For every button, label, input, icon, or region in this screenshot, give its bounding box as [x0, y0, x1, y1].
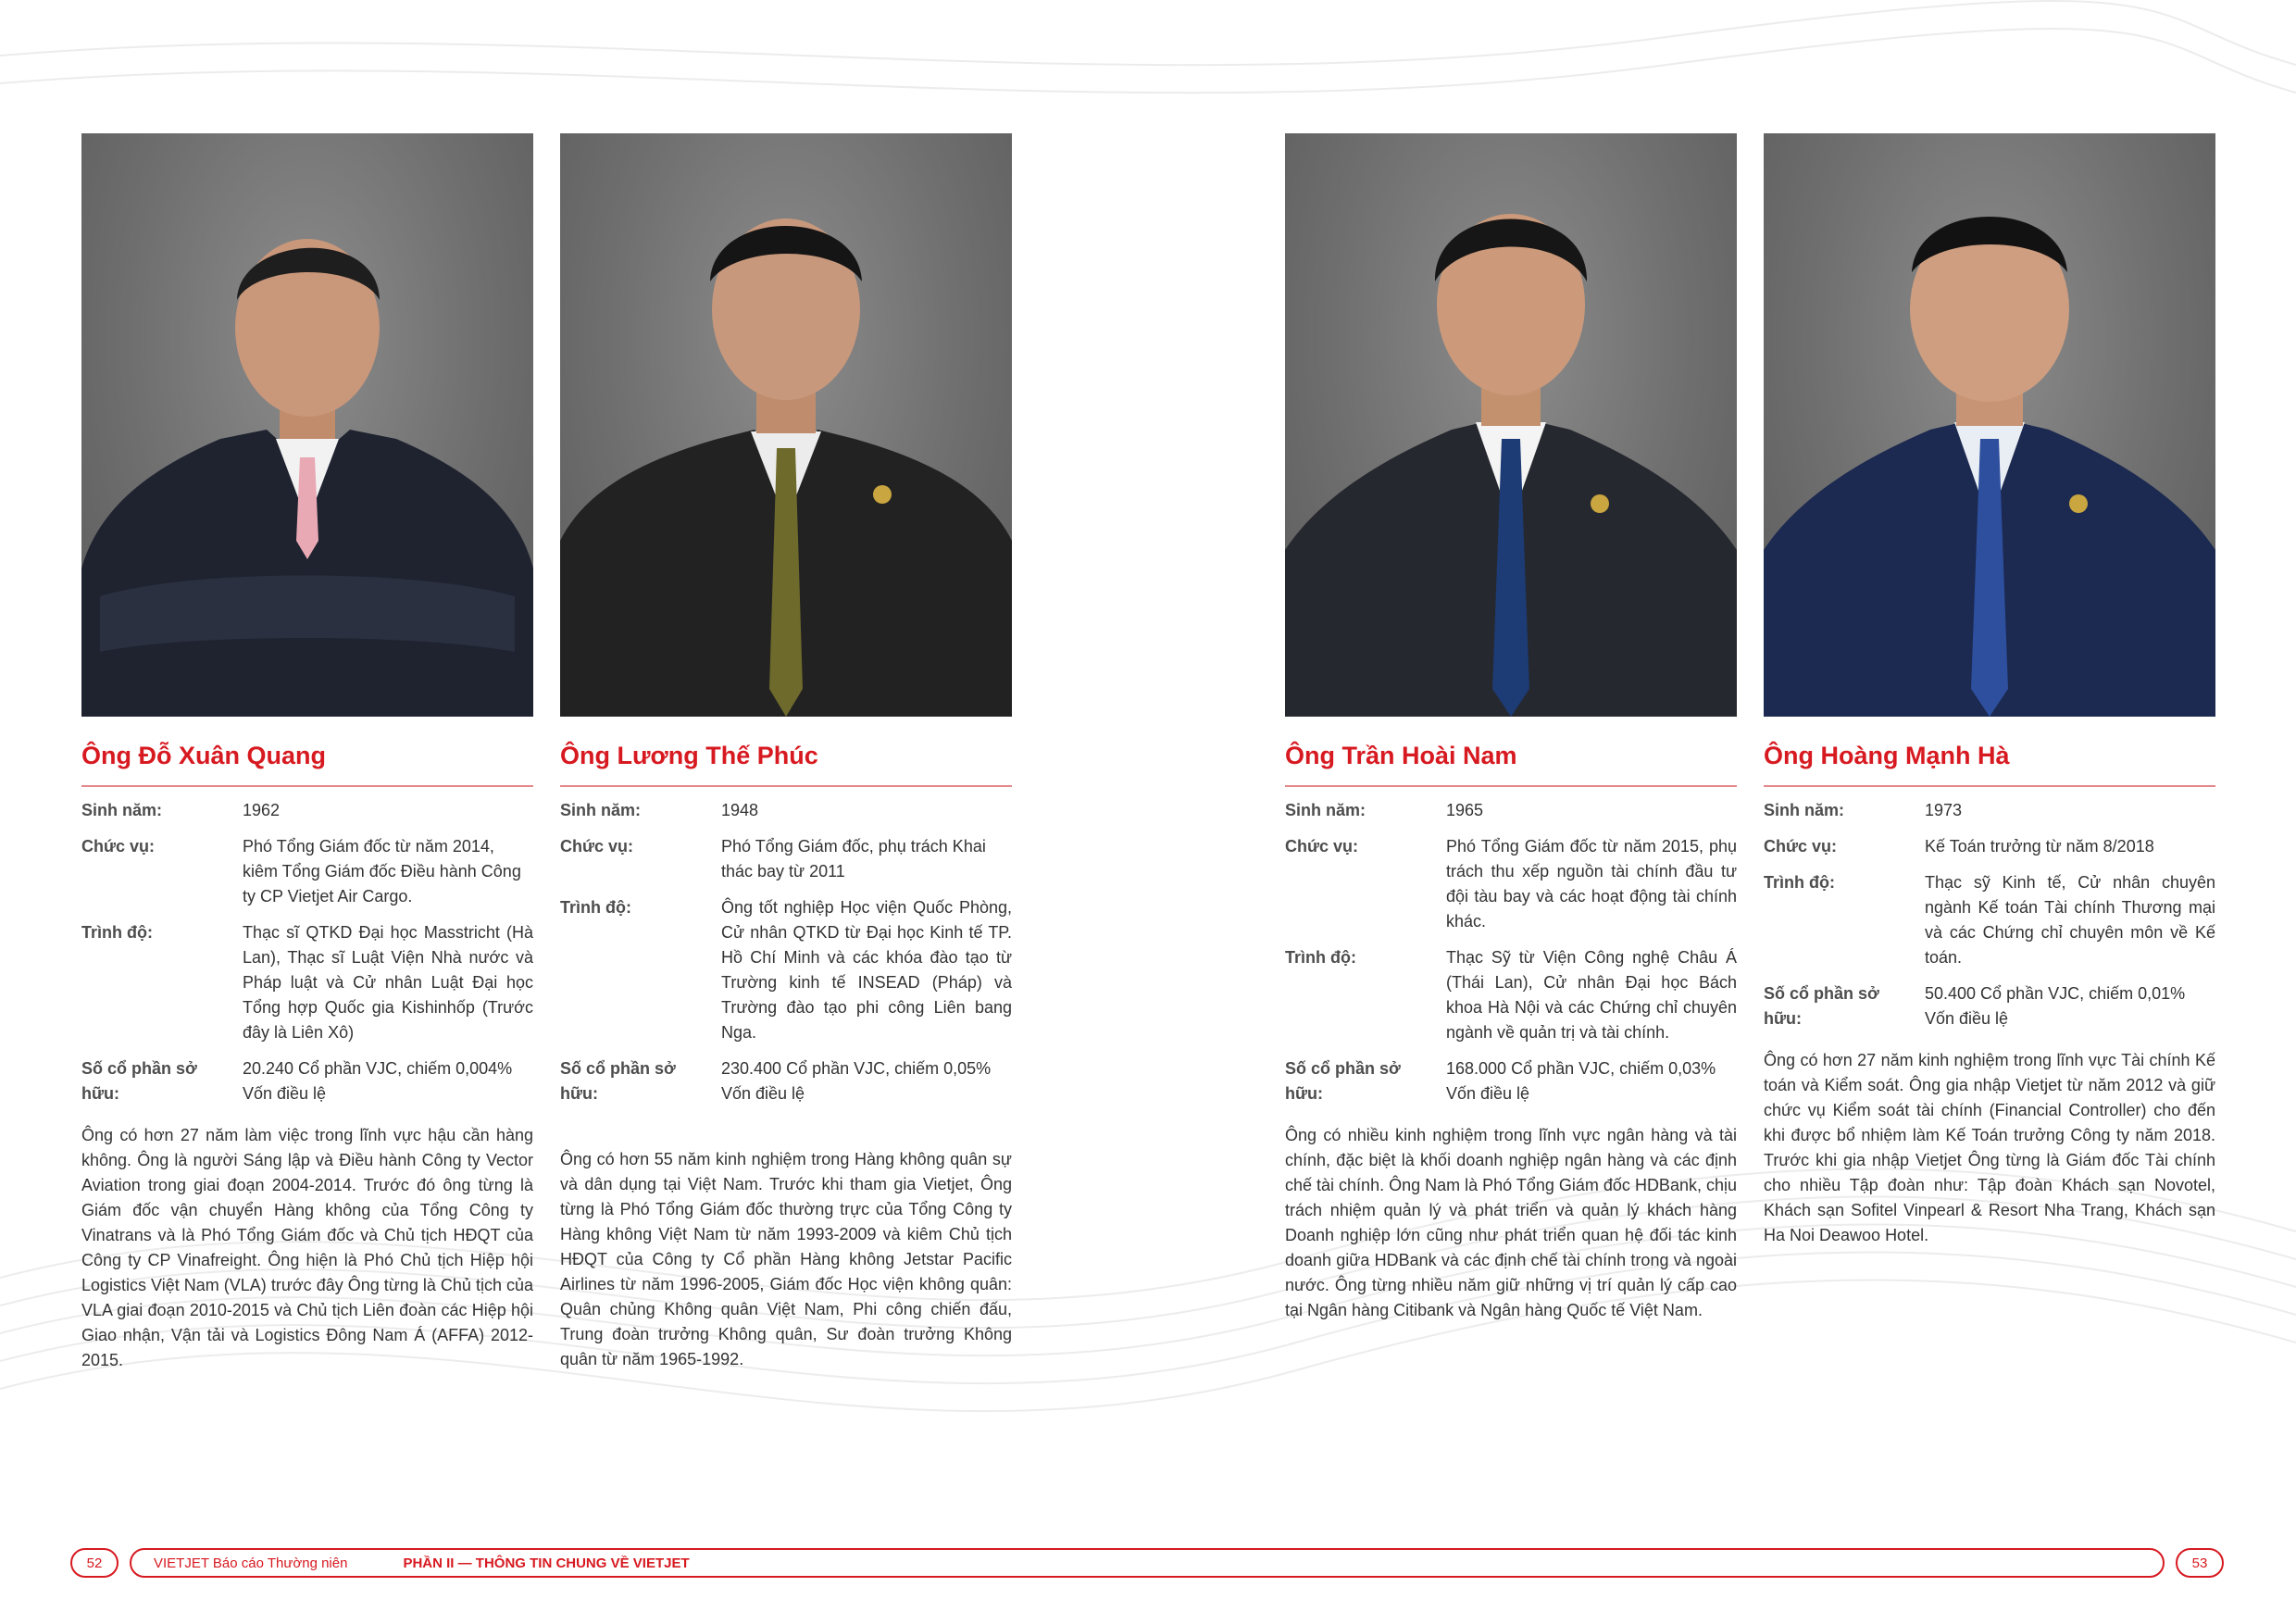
education-label: Trình độ: [81, 922, 153, 942]
position-value: Phó Tổng Giám đốc từ năm 2014, kiêm Tổng Giám đốc Điều hành Công ty CP Vietjet Air Cargo. [243, 836, 521, 906]
position-value: Phó Tổng Giám đốc từ năm 2015, phụ trách thu xếp nguồn tài chính đầu tư đội tàu bay và các hoạt động tài chính khác. [1446, 836, 1737, 931]
birth-label: Sinh năm: [1764, 800, 1845, 819]
shares-value: 20.240 Cổ phần VJC, chiếm 0,004% Vốn điều lệ [243, 1058, 513, 1103]
footer-brand: VIETJET Báo cáo Thường niên [154, 1555, 348, 1571]
education-value: Ông tốt nghiệp Học viện Quốc Phòng, Cử nhân QTKD từ Đại học Kinh tế TP. Hồ Chí Minh và các khóa đào tạo từ Trường kinh tế INSEAD (Pháp) và Trường đào tạo phi công Liên bang Nga. [721, 897, 1012, 1042]
portrait-photo [1764, 133, 2215, 717]
birth-year: 1965 [1446, 800, 1484, 819]
portrait-photo [560, 133, 1012, 717]
shares-label: Số cổ phần sở hữu: [560, 1058, 676, 1103]
person-bio: Ông có hơn 27 năm làm việc trong lĩnh vực hậu cần hàng không. Ông là người Sáng lập và Điều hành Công ty Vector Aviation trong giai đoạn 2004-2014. Trước đó ông từng là Giám đốc vận chuyển Hàng không của Tổng Công ty Vinatrans và là Phó Tổng Giám đốc và Chủ tịch HĐQT của Công ty CP Vinafreight. Ông hiện là Phó Chủ tịch Hiệp hội Logistics Việt Nam (VLA) trước đây Ông từng là Chủ tịch của VLA giai đoạn 2010-2015 và Chủ tịch Liên đoàn các Hiệp hội Giao nhận, Vận tải và Logistics Đông Nam Á (AFFA) 2012-2015. [81, 1125, 533, 1369]
footer-section-title: PHẦN II — THÔNG TIN CHUNG VỀ VIETJET [403, 1555, 690, 1571]
position-value: Phó Tổng Giám đốc, phụ trách Khai thác bay từ 2011 [721, 836, 986, 881]
person-bio: Ông có hơn 55 năm kinh nghiệm trong Hàng không quân sự và dân dụng tại Việt Nam. Trước khi tham gia Vietjet, Ông từng là Phó Tổng Giám đốc thường trực của Tổng Công ty Hàng không Việt Nam từ năm 1993-2009 và kiêm Chủ tịch HĐQT của Công ty Cổ phần Hàng không Jetstar Pacific Airlines từ năm 1996-2005, Giám đốc Học viện không quân: Quân chủng Không quân Việt Nam, Phi công chiến đấu, Trung đoàn trưởng Không quân, Sư đoàn trưởng Không quân từ năm 1965-1992. [560, 1149, 1012, 1368]
profile-card-2 [560, 133, 1012, 1372]
education-value: Thạc sĩ QTKD Đại học Masstricht (Hà Lan), Thạc sĩ Luật Viện Nhà nước và Pháp luật và Cử nhân Luật Đại học Tổng hợp Quốc gia Kishinhốp (Trước đây là Liên Xô) [243, 922, 533, 1042]
birth-label: Sinh năm: [1285, 800, 1366, 819]
person-name: Ông Trần Hoài Nam [1285, 743, 1737, 787]
education-label: Trình độ: [560, 897, 631, 917]
education-value: Thạc Sỹ từ Viện Công nghệ Châu Á (Thái Lan), Cử nhân Đại học Bách khoa Hà Nội và các Chứng chỉ chuyên ngành về quản trị và tài chính. [1446, 947, 1737, 1042]
position-label: Chức vụ: [1285, 836, 1359, 856]
person-bio: Ông có hơn 27 năm kinh nghiệm trong lĩnh vực Tài chính Kế toán và Kiểm soát. Ông gia nhập Vietjet từ năm 2012 và giữ chức vụ Kiểm soát tài chính (Financial Controller) cho đến khi được bổ nhiệm làm Kế Toán trưởng Công ty năm 2018. Trước khi gia nhập Vietjet Ông từng là Giám đốc Tài chính cho nhiều Tập đoàn như: Tập đoàn Khách sạn Novotel, Khách sạn Sofitel Vinpearl & Resort Nha Trang, Khách sạn Ha Noi Deawoo Hotel. [1764, 1050, 2215, 1244]
person-name: Ông Lương Thế Phúc [560, 743, 1012, 787]
portrait-photo [81, 133, 533, 717]
education-label: Trình độ: [1764, 872, 1835, 892]
shares-label: Số cổ phần sở hữu: [1764, 983, 1879, 1028]
profile-card-1 [81, 133, 533, 1373]
shares-value: 168.000 Cổ phần VJC, chiếm 0,03% Vốn điều lệ [1446, 1058, 1716, 1103]
position-value: Kế Toán trưởng từ năm 8/2018 [1925, 836, 2154, 856]
position-label: Chức vụ: [1764, 836, 1838, 856]
shares-value: 50.400 Cổ phần VJC, chiếm 0,01% Vốn điều lệ [1925, 983, 2186, 1028]
birth-label: Sinh năm: [81, 800, 163, 819]
position-label: Chức vụ: [560, 836, 634, 856]
shares-label: Số cổ phần sở hữu: [81, 1058, 197, 1103]
education-label: Trình độ: [1285, 947, 1356, 967]
shares-value: 230.400 Cổ phần VJC, chiếm 0,05% Vốn điều lệ [721, 1058, 992, 1103]
person-name: Ông Hoàng Mạnh Hà [1764, 743, 2215, 787]
footer-bar [130, 1548, 2165, 1578]
portrait-photo [1285, 133, 1737, 717]
profile-card-4 [1764, 133, 2215, 1248]
profile-card-3 [1285, 133, 1737, 1323]
birth-year: 1948 [721, 800, 759, 819]
education-value: Thạc sỹ Kinh tế, Cử nhân chuyên ngành Kế toán Tài chính Thương mại và các Chứng chỉ chuyên môn về Kế toán. [1925, 872, 2215, 967]
birth-year: 1973 [1925, 800, 1963, 819]
position-label: Chức vụ: [81, 836, 156, 856]
person-name: Ông Đỗ Xuân Quang [81, 743, 533, 787]
person-bio: Ông có nhiều kinh nghiệm trong lĩnh vực ngân hàng và tài chính, đặc biệt là khối doanh nghiệp ngân hàng và các định chế tài chính. Ông Nam là Phó Tổng Giám đốc HDBank, chịu trách nhiệm quản lý và phát triển và quản lý khách hàng Doanh nghiệp lớn cũng như phát triển quan hệ đối tác kinh doanh giữa HDBank và các định chế tài chính trong và ngoài nước. Ông từng nhiều năm giữ những vị trí quản lý cấp cao tại Ngân hàng Citibank và Ngân hàng Quốc tế Việt Nam. [1285, 1125, 1737, 1319]
page-number-right: 53 [2176, 1548, 2224, 1578]
birth-label: Sinh năm: [560, 800, 642, 819]
birth-year: 1962 [243, 800, 281, 819]
page-number-left: 52 [70, 1548, 119, 1578]
shares-label: Số cổ phần sở hữu: [1285, 1058, 1401, 1103]
